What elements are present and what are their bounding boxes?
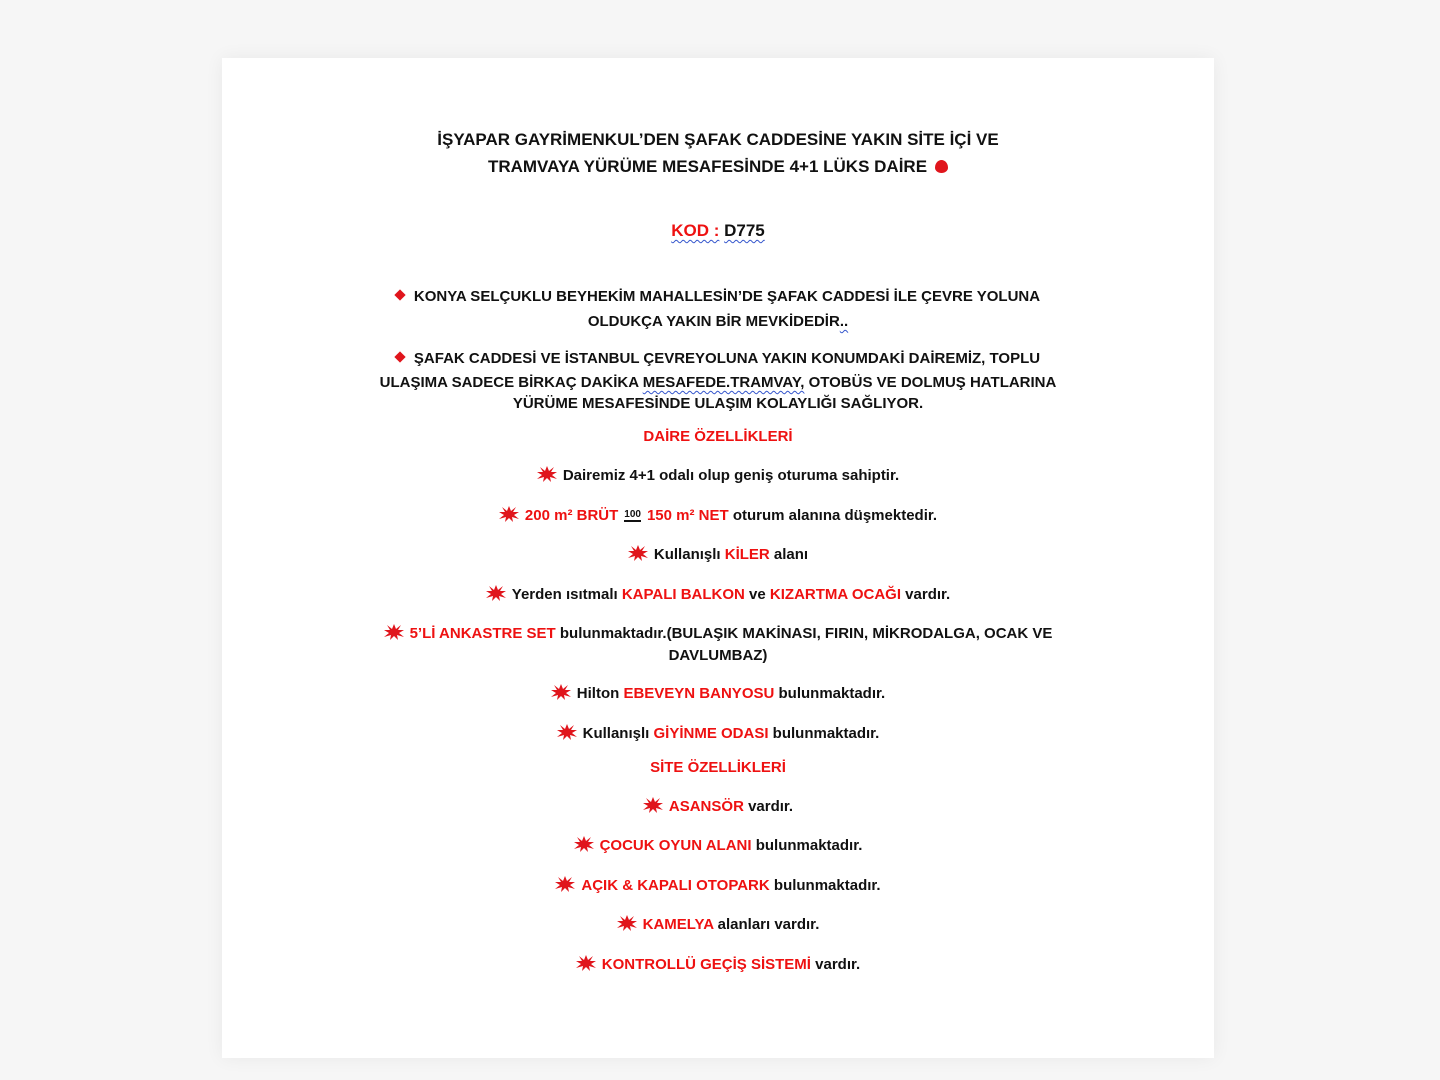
intro-p2-text-1: ŞAFAK CADDESİ VE İSTANBUL ÇEVREYOLUNA YAKIN KONUMDAKİ DAİREMİZ, TOPLU <box>413 350 1041 367</box>
site-item-5-highlight: KONTROLLÜ GEÇİŞ SİSTEMİ <box>601 956 811 973</box>
daire-item-7-text-c: bulunmaktadır. <box>768 725 880 742</box>
daire-item-5-text-b: bulunmaktadır.(BULAŞIK MAKİNASI, FIRIN, MİKRODALGA, OCAK VE <box>555 625 1053 642</box>
red-burst-icon <box>537 466 557 482</box>
red-burst-icon <box>557 724 577 740</box>
daire-item-3-text-c: alanı <box>769 546 809 563</box>
daire-item-3 <box>222 543 1214 563</box>
daire-item-4-text-e: vardır. <box>901 586 951 603</box>
red-diamond-icon <box>394 351 405 362</box>
intro-p2-text-2b: MESAFEDE.TRAMVAY, <box>642 374 805 391</box>
intro-p1-line-1 <box>222 288 1214 305</box>
daire-item-7-text-a: Kullanışlı <box>582 725 654 742</box>
daire-item-3-highlight: KİLER <box>724 546 770 563</box>
daire-item-6 <box>222 682 1214 702</box>
site-heading <box>222 759 1214 776</box>
daire-item-4-highlight-2: KIZARTMA OCAĞI <box>769 586 902 603</box>
code-line <box>222 221 1214 241</box>
red-burst-icon <box>628 545 648 561</box>
intro-p2-text-2a: ULAŞIMA SADECE BİRKAÇ DAKİKA <box>379 374 643 391</box>
daire-item-2-net: 150 m² NET <box>646 507 729 524</box>
intro-p2-line-3 <box>222 395 1214 412</box>
site-item-5-text: vardır. <box>810 956 861 973</box>
red-burst-icon <box>574 836 594 852</box>
site-item-2-text: bulunmaktadır. <box>751 837 863 854</box>
red-drop-icon <box>935 160 948 173</box>
daire-item-5-text-c: DAVLUMBAZ) <box>668 647 768 664</box>
intro-p2-text-2c: OTOBÜS VE DOLMUŞ HATLARINA <box>804 374 1057 391</box>
site-heading-text: SİTE ÖZELLİKLERİ <box>650 759 786 776</box>
daire-item-5-line-1 <box>222 622 1214 642</box>
intro-p1-dots: .. <box>839 313 849 330</box>
daire-item-5-line-2 <box>222 647 1214 664</box>
site-item-3-highlight: AÇIK & KAPALI OTOPARK <box>581 877 770 894</box>
intro-p1-line-2 <box>222 313 1214 330</box>
daire-heading <box>222 428 1214 445</box>
site-item-3 <box>222 874 1214 894</box>
daire-item-4-highlight-1: KAPALI BALKON <box>621 586 745 603</box>
title-line-1 <box>222 130 1214 150</box>
daire-item-4-text-c: ve <box>744 586 770 603</box>
red-burst-icon <box>551 684 571 700</box>
daire-heading-text: DAİRE ÖZELLİKLERİ <box>643 428 793 445</box>
document-page <box>222 58 1214 1058</box>
daire-item-3-text-a: Kullanışlı <box>653 546 725 563</box>
intro-p2-text-3: YÜRÜME MESAFESİNDE ULAŞIM KOLAYLIĞI SAĞLIYOR. <box>512 395 924 412</box>
code-value: D775 <box>724 221 765 240</box>
red-burst-icon <box>643 797 663 813</box>
daire-item-6-text-a: Hilton <box>576 685 624 702</box>
red-diamond-icon <box>394 289 405 300</box>
site-item-1-highlight: ASANSÖR <box>668 798 744 815</box>
title-line-2 <box>222 157 1214 177</box>
daire-item-7-highlight: GİYİNME ODASI <box>653 725 769 742</box>
code-label: KOD : <box>671 221 720 240</box>
daire-item-6-highlight: EBEVEYN BANYOSU <box>623 685 775 702</box>
site-item-2 <box>222 834 1214 854</box>
intro-p1-text-2: OLDUKÇA YAKIN BİR MEVKİDEDİR <box>587 313 840 330</box>
intro-p2-line-1 <box>222 350 1214 367</box>
site-item-1-text: vardır. <box>743 798 794 815</box>
red-burst-icon <box>499 506 519 522</box>
red-burst-icon <box>486 585 506 601</box>
site-item-1 <box>222 795 1214 815</box>
red-burst-icon <box>576 955 596 971</box>
site-item-5 <box>222 953 1214 973</box>
daire-item-4-text-a: Yerden ısıtmalı <box>511 586 622 603</box>
site-item-4 <box>222 913 1214 933</box>
red-burst-icon <box>384 624 404 640</box>
daire-item-7 <box>222 722 1214 742</box>
red-burst-icon <box>617 915 637 931</box>
daire-item-5-highlight: 5’Lİ ANKASTRE SET <box>409 625 556 642</box>
site-item-3-text: bulunmaktadır. <box>769 877 881 894</box>
site-item-4-text: alanları vardır. <box>713 916 820 933</box>
title-text-2: TRAMVAYA YÜRÜME MESAFESİNDE 4+1 LÜKS DAİRE <box>487 157 928 176</box>
daire-item-2 <box>222 504 1214 525</box>
red-burst-icon <box>555 876 575 892</box>
site-item-4-highlight: KAMELYA <box>642 916 714 933</box>
intro-p1-text-1: KONYA SELÇUKLU BEYHEKİM MAHALLESİN’DE ŞAFAK CADDESİ İLE ÇEVRE YOLUNA <box>413 288 1041 305</box>
daire-item-2-brut: 200 m² BRÜT <box>524 507 619 524</box>
title-text-1: İŞYAPAR GAYRİMENKUL’DEN ŞAFAK CADDESİNE YAKIN SİTE İÇİ VE <box>437 130 999 149</box>
daire-item-2-text: oturum alanına düşmektedir. <box>728 507 938 524</box>
daire-item-6-text-c: bulunmaktadır. <box>774 685 886 702</box>
site-item-2-highlight: ÇOCUK OYUN ALANI <box>599 837 752 854</box>
daire-item-4 <box>222 583 1214 603</box>
hundred-points-icon: 100 <box>624 509 641 520</box>
daire-item-1-text: Dairemiz 4+1 odalı olup geniş oturuma sahiptir. <box>562 467 900 484</box>
intro-p2-line-2 <box>222 374 1214 391</box>
daire-item-1 <box>222 464 1214 484</box>
